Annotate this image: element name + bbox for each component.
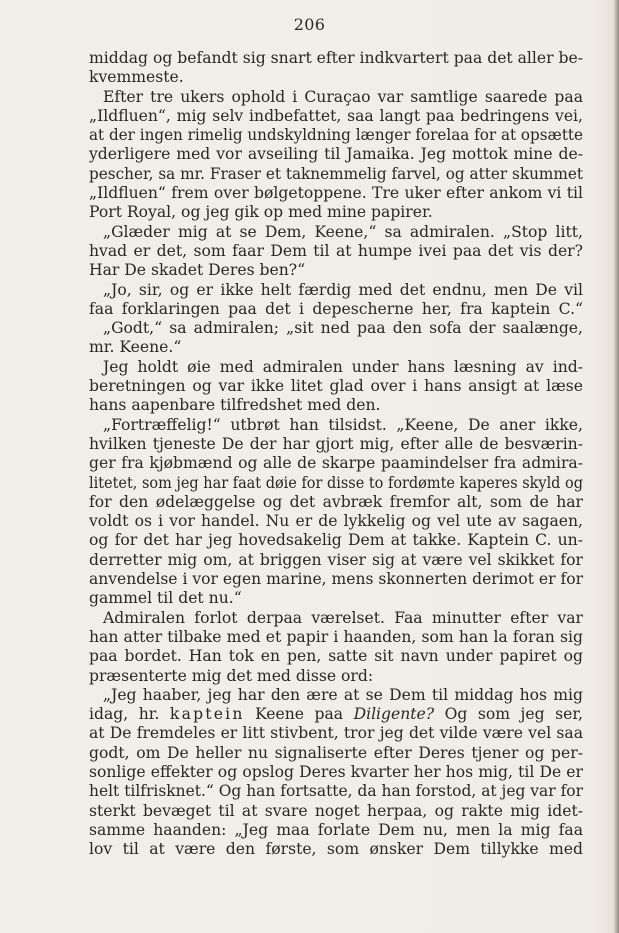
text-line-content: yderligere med vor avseiling til Jamaika. Jeg mottok mine de- <box>89 145 583 164</box>
text-line-content: Efter tre ukers ophold i Curaçao var samtlige saarede paa <box>103 87 583 106</box>
line-inner <box>103 416 583 435</box>
line-inner <box>89 763 583 782</box>
text-line-content: godt, om De heller nu signaliserte efter Deres tjener og per- <box>89 743 583 762</box>
line-inner <box>89 261 305 280</box>
text-line-content: for den ødelæggelse og det avbræk fremfor alt, som de har <box>89 492 583 511</box>
text-line <box>89 242 583 261</box>
text-line-content: „Glæder mig at se Dem, Keene,“ sa admiralen. „Stop litt, <box>103 222 583 241</box>
line-inner <box>89 840 583 859</box>
text-line-content: helt tilfrisknet.“ Og han fortsatte, da han forstod, at jeg var for <box>89 782 583 801</box>
line-inner <box>89 203 433 222</box>
text-line-content: beretningen og var ikke litet glad over i hans ansigt at læse <box>89 377 583 396</box>
text-line-content: at De fremdeles er litt stivbent, tror jeg det vilde være vel saa <box>89 724 583 743</box>
text-line <box>89 68 583 87</box>
text-line <box>89 647 583 666</box>
text-line <box>89 165 583 184</box>
text-line <box>89 512 583 531</box>
text-line-content: „Jeg haaber, jeg har den ære at se Dem til middag hos mig <box>103 685 583 704</box>
text-line <box>89 300 583 319</box>
text-line <box>89 261 583 280</box>
line-inner <box>103 609 583 628</box>
line-inner <box>89 782 583 801</box>
text-line <box>89 531 583 550</box>
text-line-content: sterkt bevæget til at svare noget herpaa, og rakte mig idet- <box>89 801 583 820</box>
line-inner <box>89 821 583 840</box>
line-inner <box>89 802 583 821</box>
line-inner <box>89 396 380 415</box>
line-inner <box>89 667 373 686</box>
line-inner <box>89 435 583 454</box>
text-line <box>89 145 583 164</box>
text-line <box>89 454 583 473</box>
text-line <box>89 474 583 493</box>
line-inner <box>103 686 583 705</box>
ship-name: Diligente? <box>353 705 435 724</box>
text-line <box>89 435 583 454</box>
text-line <box>89 203 583 222</box>
text-line-content: „Jo, sir, og er ikke helt færdig med det endnu, men De vil <box>103 280 583 299</box>
paragraph-start-line <box>89 281 583 300</box>
text-line-content: at der ingen rimelig undskyldning længer forelaa for at opsætte <box>89 126 583 145</box>
text-line <box>89 628 583 647</box>
text-line <box>89 551 583 570</box>
text-line-content: præsenterte mig det med disse ord: <box>89 666 374 685</box>
text-line <box>89 821 583 840</box>
line-inner <box>103 358 583 377</box>
line-inner <box>89 145 583 164</box>
line-inner <box>89 512 583 531</box>
text-line-content: derretter mig om, at briggen viser sig at være vel skikket for <box>89 550 583 569</box>
text-line-content: hvilken tjeneste De der har gjort mig, efter alle de besværin- <box>89 434 583 453</box>
text-line-content: Har De skadet Deres ben?“ <box>89 261 306 280</box>
line-inner <box>89 744 583 763</box>
text-line-content: faa forklaringen paa det i depescherne her, fra kaptein C.“ <box>89 299 583 318</box>
paragraph-start-line <box>89 686 583 705</box>
text-line-content: lov til at være den første, som ønsker Dem tillykke med <box>89 840 583 859</box>
text-line <box>89 744 583 763</box>
paragraph-start-line <box>89 319 583 338</box>
text-line-content: ger fra kjøbmænd og alle de skarpe paamindelser fra admira- <box>89 454 583 473</box>
text-line-content: mr. Keene.“ <box>89 338 182 357</box>
paragraph-start-line <box>89 223 583 242</box>
text-line-content: anvendelse i vor egen marine, mens skonnerten derimot er for <box>89 570 583 589</box>
emphasized-word: kaptein <box>169 705 245 724</box>
text-line <box>89 782 583 801</box>
text-line <box>89 667 583 686</box>
text-line-content: kvemmeste. <box>89 68 184 87</box>
text-line <box>89 589 583 608</box>
line-inner <box>89 242 583 261</box>
line-inner <box>89 184 583 203</box>
text-line <box>89 126 583 145</box>
text-line-content: og for det har jeg hovedsakelig Dem at takke. Kaptein C. un- <box>89 531 583 550</box>
paragraph-start-line <box>89 358 583 377</box>
line-inner <box>89 647 583 666</box>
line-inner <box>103 223 583 242</box>
text-line <box>89 377 583 396</box>
line-inner <box>89 551 583 570</box>
text-line-content: „Ildfluen“, mig selv indbefattet, saa langt paa bedringens vei, <box>89 106 583 125</box>
paragraph-start-line <box>89 88 583 107</box>
text-line-content: Og som jeg ser, <box>434 705 584 724</box>
text-line-content: „Fortræffelig!“ utbrøt han tilsidst. „Keene, De aner ikke, <box>103 415 583 434</box>
line-inner <box>89 493 583 512</box>
line-inner <box>89 107 583 126</box>
text-line <box>89 840 583 859</box>
text-line <box>89 570 583 589</box>
line-inner <box>89 338 181 357</box>
line-inner <box>103 88 583 107</box>
text-line <box>89 724 583 743</box>
line-inner <box>89 377 583 396</box>
text-line <box>89 493 583 512</box>
text-line <box>89 184 583 203</box>
body-text <box>89 49 583 859</box>
text-line-content: middag og befandt sig snart efter indkvartert paa det aller be- <box>89 49 583 67</box>
line-inner <box>89 705 583 724</box>
line-inner <box>89 300 583 319</box>
text-line-content: han atter tilbake med et papir i haanden, som han la foran sig <box>89 627 583 646</box>
text-line-content: litetet, som jeg har faat døie for disse to fordømte kaperes skyld og <box>89 473 583 492</box>
text-line-content: Jeg holdt øie med admiralen under hans læsning av ind- <box>103 357 583 376</box>
text-line-content: voldt os i vor handel. Nu er de lykkelig og vel ute av sagaen, <box>89 512 583 531</box>
line-inner <box>89 724 583 743</box>
line-inner <box>89 589 242 608</box>
text-line-content: paa bordet. Han tok en pen, satte sit navn under papiret og <box>89 647 583 666</box>
line-inner <box>89 531 583 550</box>
text-line-content: samme haanden: „Jeg maa forlate Dem nu, men la mig faa <box>89 820 583 839</box>
text-line <box>89 396 583 415</box>
line-inner <box>89 68 184 87</box>
line-inner <box>103 319 583 338</box>
page-edge-shadow <box>614 0 619 933</box>
paragraph-start-line <box>89 609 583 628</box>
text-line-content: idag, hr. <box>89 705 170 724</box>
text-line-content: hvad er det, som faar Dem til at humpe ivei paa det vis der? <box>89 241 583 260</box>
text-line <box>89 705 583 724</box>
line-inner <box>103 281 583 300</box>
line-inner <box>89 126 583 145</box>
text-line-content: „Godt,“ sa admiralen; „sit ned paa den sofa der saalænge, <box>103 319 583 338</box>
text-line <box>89 107 583 126</box>
text-line <box>89 802 583 821</box>
line-inner <box>89 628 583 647</box>
line-inner <box>89 474 583 493</box>
text-line-content: Port Royal, og jeg gik op med mine papirer. <box>89 203 433 222</box>
text-line <box>89 49 583 68</box>
paragraph-start-line <box>89 416 583 435</box>
text-line-content: „Ildfluen“ frem over bølgetoppene. Tre uker efter ankom vi til <box>89 184 583 203</box>
page-number: 206 <box>293 15 326 34</box>
line-inner <box>89 49 583 68</box>
text-line-content: pescher, sa mr. Fraser et taknemmelig farvel, og atter skummet <box>89 164 583 183</box>
text-line-content: Keene paa <box>244 705 354 724</box>
line-inner <box>89 454 583 473</box>
text-line-content: gammel til det nu.“ <box>89 589 242 608</box>
text-line-content: Admiralen forlot derpaa værelset. Faa minutter efter var <box>103 608 583 627</box>
text-line-content: hans aapenbare tilfredshet med den. <box>89 396 381 415</box>
text-line <box>89 338 583 357</box>
text-line-content: sonlige effekter og opslog Deres kvarter her hos mig, til De er <box>89 762 583 781</box>
text-line <box>89 763 583 782</box>
line-inner <box>89 570 583 589</box>
line-inner <box>89 165 583 184</box>
